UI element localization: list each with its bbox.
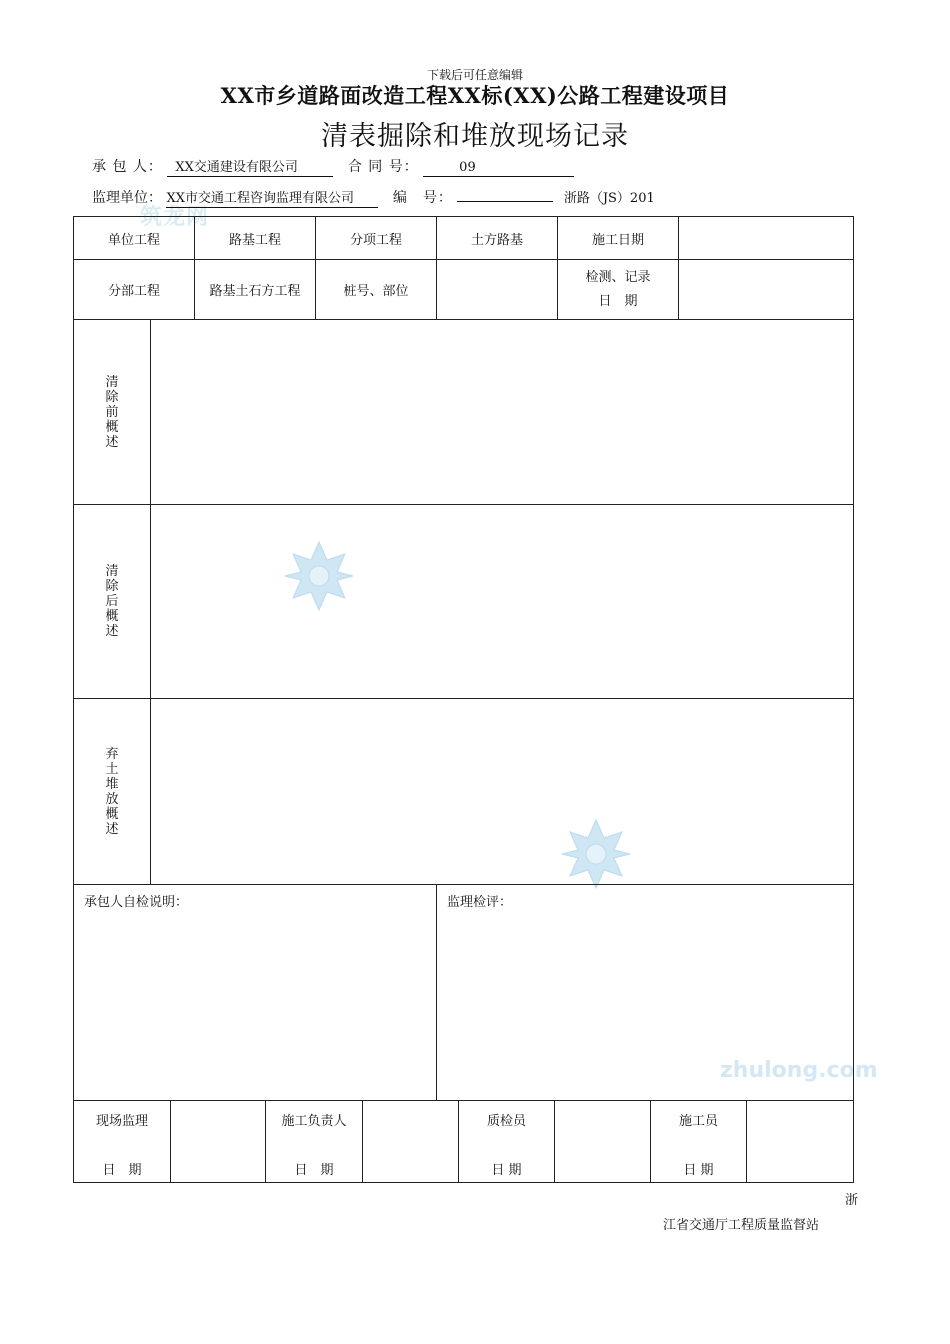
signature-date-label: 日 期 (491, 1163, 522, 1178)
signature-role: 施工员 (678, 1114, 718, 1129)
supervisor-value: XX市交通工程咨询监理有限公司 (166, 191, 378, 208)
spoil-label: 弃土堆放概述 (105, 746, 119, 837)
signature-role-cell (74, 1100, 171, 1183)
project-title: XX市乡道路面改造工程XX标(XX)公路工程建设项目 (220, 83, 730, 108)
spoil-content[interactable] (151, 699, 854, 885)
contract-label: 合 同 号： (347, 159, 419, 175)
supervisor-line (92, 187, 655, 208)
inspection-label-line1: 检测、记录 (585, 269, 651, 285)
signature-field[interactable] (363, 1100, 459, 1183)
signature-field[interactable] (747, 1100, 854, 1183)
construction-date-value[interactable] (679, 217, 854, 260)
signature-field[interactable] (171, 1100, 266, 1183)
edit-note: 下载后可任意编辑 (426, 68, 523, 82)
signature-date-label: 日 期 (102, 1163, 142, 1178)
contract-value: 09 (423, 160, 574, 177)
station-label: 桩号、部位 (316, 260, 437, 320)
form-title: 清表掘除和堆放现场记录 (321, 121, 629, 152)
station-value[interactable] (437, 260, 558, 320)
signature-role-cell (266, 1100, 363, 1183)
after-clearing-content[interactable] (151, 505, 854, 699)
inspection-date-value[interactable] (679, 260, 854, 320)
watermark-text-cn: 筑龙网 (140, 205, 210, 230)
signature-field[interactable] (555, 1100, 651, 1183)
self-check-box[interactable] (74, 885, 437, 1101)
record-table (73, 216, 854, 1101)
signature-date-label: 日 期 (294, 1163, 334, 1178)
self-check-label: 承包人自检说明： (84, 895, 189, 910)
before-clearing-content[interactable] (151, 320, 854, 505)
signature-table (73, 1100, 854, 1183)
footer-line2: 江省交通厅工程质量监督站 (663, 1218, 820, 1233)
contractor-value: XX交通建设有限公司 (167, 160, 333, 177)
signature-role: 施工负责人 (281, 1114, 347, 1129)
supervisor-label: 监理单位： (92, 190, 162, 206)
signature-role: 质检员 (486, 1114, 526, 1129)
supervision-review-box[interactable] (437, 885, 854, 1101)
contractor-line (92, 156, 574, 177)
division-value[interactable]: 路基土石方工程 (195, 260, 316, 320)
after-clearing-label: 清除后概述 (105, 564, 119, 639)
unit-project-label: 单位工程 (74, 217, 195, 260)
signature-date-label: 日 期 (683, 1163, 714, 1178)
number-label: 编 号： (392, 190, 453, 206)
inspection-date-label (558, 260, 679, 320)
signature-role-cell (651, 1100, 747, 1183)
watermark-text-en: zhulong.com (720, 1058, 878, 1083)
footer-line1: 浙 (845, 1193, 859, 1208)
number-suffix: 浙路（JS）201 (563, 191, 655, 206)
after-clearing-label-cell (74, 505, 151, 699)
sub-item-value[interactable]: 土方路基 (437, 217, 558, 260)
signature-role-cell (459, 1100, 555, 1183)
before-clearing-label-cell (74, 320, 151, 505)
inspection-label-line2: 日 期 (598, 293, 638, 309)
number-value (457, 201, 553, 202)
before-clearing-label: 清除前概述 (105, 374, 119, 450)
signature-role: 现场监理 (95, 1114, 148, 1129)
sub-item-label: 分项工程 (316, 217, 437, 260)
spoil-label-cell (74, 699, 151, 885)
division-label: 分部工程 (74, 260, 195, 320)
construction-date-label: 施工日期 (558, 217, 679, 260)
contractor-label: 承 包 人： (92, 159, 163, 175)
supervision-review-label: 监理检评： (447, 895, 513, 910)
unit-project-value[interactable]: 路基工程 (195, 217, 316, 260)
